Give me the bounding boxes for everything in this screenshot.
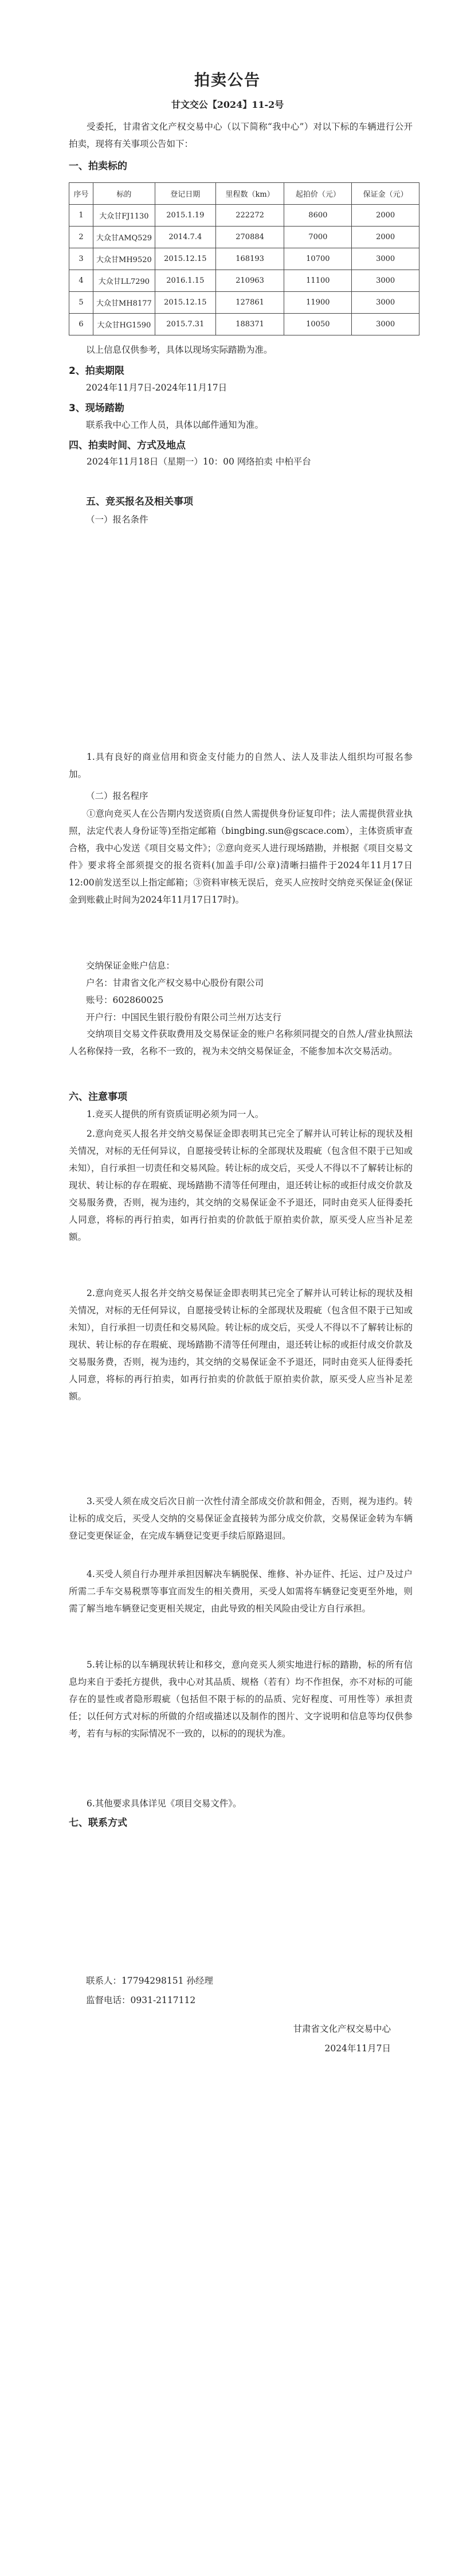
cell-mileage: 127861 xyxy=(215,292,284,314)
account-info-title: 交纳保证金账户信息： xyxy=(86,961,175,971)
account-name: 户名：甘肃省文化产权交易中心股份有限公司 xyxy=(86,978,264,988)
document-number: 甘文交公【2024】11-2号 xyxy=(171,99,284,110)
cell-item: 大众甘AMQ529 xyxy=(93,227,155,248)
registration-conditions-text: 1.具有良好的商业信用和资金支付能力的自然人、法人及非法人组织均可报名参加。 xyxy=(69,752,413,779)
notice-item-2-part1: 2.意向竞买人报名并交纳交易保证金即表明其已完全了解并认可转让标的现状及相关情况，对标的无任何异议，自愿接受转让标的全部现状及瑕疵（包含但不限于已知或未知），自行承担一切责任和交易风险。转让标的成交后，买受人不得以不了解转让标的现状、转让标的存在瑕疵、现场踏勘不清等任何理由，退还转让标的或拒付成交价款及交易服务费，否则，视为违约，其交纳的交易保证金不予退还，同时由竞买人征得委托人同意，将标的再行拍卖，如再行拍卖的价款低于原拍卖价款，原买受人应当补足差额。 xyxy=(69,1129,413,1242)
section-4-heading: 四、拍卖时间、方式及地点 xyxy=(69,440,186,451)
notice-item-5: 5.转让标的以车辆现状转让和移交，意向竞买人须实地进行标的踏勘，标的所有信息均来自于委托方提供，我中心对其品质、规格（若有）均不作担保，亦不对标的可能存在的显性或者隐形瑕疵（包括但不限于标的的品质、完好程度、可用性等）承担责任；以任何方式对标的所做的介绍或描述以及制作的图片、文字说明和信息等均仅供参考，若有与标的实际情况不一致的，以标的的现状为准。 xyxy=(69,1660,413,1739)
header-start-price: 起拍价（元） xyxy=(284,183,352,205)
cell-mileage: 270884 xyxy=(215,227,284,248)
table-row xyxy=(69,248,419,270)
notice-item-6: 6.其他要求具体详见《项目交易文件》。 xyxy=(87,1798,242,1809)
header-mileage: 里程数（km） xyxy=(215,183,284,205)
table-row xyxy=(69,314,419,335)
cell-index: 2 xyxy=(69,227,93,248)
registration-conditions-heading: （一）报名条件 xyxy=(86,514,148,525)
cell-deposit: 2000 xyxy=(352,205,419,227)
site-inspection-text: 联系我中心工作人员，具体以邮件通知为准。 xyxy=(86,420,264,430)
table-row xyxy=(69,292,419,314)
cell-deposit: 3000 xyxy=(352,270,419,292)
cell-deposit: 3000 xyxy=(352,314,419,335)
cell-item: 大众甘HG1590 xyxy=(93,314,155,335)
intro-paragraph: 受委托，甘肃省文化产权交易中心（以下简称“我中心”）对以下标的车辆进行公开拍卖，现将有关事项公告如下： xyxy=(69,122,413,149)
cell-index: 1 xyxy=(69,205,93,227)
cell-start-price: 10700 xyxy=(284,248,352,270)
cell-deposit: 3000 xyxy=(352,292,419,314)
account-number: 账号：602860025 xyxy=(86,995,164,1005)
section-7-heading: 七、联系方式 xyxy=(69,1817,127,1829)
cell-mileage: 210963 xyxy=(215,270,284,292)
signature-date: 2024年11月7日 xyxy=(324,2043,391,2054)
cell-deposit: 2000 xyxy=(352,227,419,248)
table-header-row xyxy=(69,183,419,205)
table-row xyxy=(69,227,419,248)
notice-item-1: 1.竞买人提供的所有资质证明必须为同一人。 xyxy=(87,1109,264,1119)
notice-item-2-part2 xyxy=(69,1288,413,1492)
cell-deposit: 3000 xyxy=(352,248,419,270)
cell-item: 大众甘LL7290 xyxy=(93,270,155,292)
registration-procedure-text: ①意向竞买人在公告期内发送资质(自然人需提供身份证复印件；法人需提供营业执照，法定代表人身份证等)至指定邮箱（bingbing.sun@gscace.com），主体资质审查合格，我中心发送《项目交易文件》；②意向竞买人进行现场踏勘，并根据《项目交易文件》要求将全部须提交的报名资料(加盖手印/公章)清晰扫描件于2024年11月17日12:00前发送至以上指定邮箱；③资料审核无误后，竞买人应按时交纳竞买保证金(保证金到账截止时间为2024年11月17日17时)。 xyxy=(69,809,413,905)
lots-table xyxy=(69,182,419,335)
section-1-heading: 一、拍卖标的 xyxy=(69,161,127,172)
cell-reg-date: 2014.7.4 xyxy=(155,227,215,248)
auction-period: 2024年11月7日-2024年11月17日 xyxy=(86,383,227,393)
table-note: 以上信息仅供参考，具体以现场实际踏勘为准。 xyxy=(86,345,273,355)
cell-index: 4 xyxy=(69,270,93,292)
section-2-heading: 2、拍卖期限 xyxy=(69,365,124,377)
table-row xyxy=(69,270,419,292)
cell-reg-date: 2016.1.15 xyxy=(155,270,215,292)
registration-procedure-heading: （二）报名程序 xyxy=(86,791,148,801)
table-row xyxy=(69,205,419,227)
auction-time-place: 2024年11月18日（星期一）10：00 网络拍卖 中柏平台 xyxy=(87,456,311,467)
cell-start-price: 11100 xyxy=(284,270,352,292)
header-deposit: 保证金（元） xyxy=(352,183,419,205)
cell-reg-date: 2015.1.19 xyxy=(155,205,215,227)
cell-index: 3 xyxy=(69,248,93,270)
cell-reg-date: 2015.12.15 xyxy=(155,292,215,314)
cell-mileage: 168193 xyxy=(215,248,284,270)
cell-mileage: 222272 xyxy=(215,205,284,227)
notice-item-3: 3.买受人须在成交后次日前一次性付清全部成交价款和佣金，否则，视为违约。转让标的成交后，买受人交纳的交易保证金直接转为部分成交价款，交易保证金转为车辆登记变更保证金，在完成车辆登记变更手续后原路退回。 xyxy=(69,1496,413,1541)
account-bank: 开户行：中国民生银行股份有限公司兰州万达支行 xyxy=(86,1012,282,1022)
header-reg-date: 登记日期 xyxy=(155,183,215,205)
cell-reg-date: 2015.12.15 xyxy=(155,248,215,270)
cell-reg-date: 2015.7.31 xyxy=(155,314,215,335)
account-note: 交纳项目交易文件获取费用及交易保证金的账户名称须同提交的自然人/营业执照法人名称保持一致，名称不一致的，视为未交纳交易保证金，不能参加本次交易活动。 xyxy=(69,1029,413,1056)
cell-mileage: 188371 xyxy=(215,314,284,335)
page-title: 拍卖公告 xyxy=(194,72,261,89)
section-3-heading: 3、现场踏勘 xyxy=(69,403,124,414)
cell-start-price: 7000 xyxy=(284,227,352,248)
notice-item-4: 4.买受人须自行办理并承担因解决车辆脱保、维修、补办证件、托运、过户及过户所需二手车交易税票等事宜而发生的相关费用，买受人如需将车辆登记变更至外地，则需了解当地车辆登记变更相关规定，由此导致的相关风险由受让方自行承担。 xyxy=(69,1569,413,1614)
section-6-heading: 六、注意事项 xyxy=(69,1091,127,1103)
section-5-heading: 五、竞买报名及相关事项 xyxy=(86,496,193,508)
cell-start-price: 10050 xyxy=(284,314,352,335)
cell-index: 6 xyxy=(69,314,93,335)
cell-item: 大众甘MH9520 xyxy=(93,248,155,270)
header-index: 序号 xyxy=(69,183,93,205)
notice-item-2: 2.意向竞买人报名并交纳交易保证金即表明其已完全了解并认可转让标的现状及相关情况，对标的无任何异议，自愿接受转让标的全部现状及瑕疵（包含但不限于已知或未知），自行承担一切责任和交易风险。转让标的成交后，买受人不得以不了解转让标的现状、转让标的存在瑕疵、现场踏勘不清等任何理由，退还转让标的或拒付成交价款及交易服务费，否则，视为违约，其交纳的交易保证金不予退还，同时由竞买人征得委托人同意，将标的再行拍卖，如再行拍卖的价款低于原拍卖价款，原买受人应当补足差额。 xyxy=(69,1288,413,1402)
cell-index: 5 xyxy=(69,292,93,314)
cell-item: 大众甘FJ1130 xyxy=(93,205,155,227)
signature-organization: 甘肃省文化产权交易中心 xyxy=(293,2024,391,2034)
contact-person: 联系人：17794298151 孙经理 xyxy=(86,1976,213,1986)
cell-start-price: 8600 xyxy=(284,205,352,227)
cell-start-price: 11900 xyxy=(284,292,352,314)
cell-item: 大众甘MH8177 xyxy=(93,292,155,314)
header-item: 标的 xyxy=(93,183,155,205)
supervision-phone: 监督电话：0931-2117112 xyxy=(86,1995,196,2005)
